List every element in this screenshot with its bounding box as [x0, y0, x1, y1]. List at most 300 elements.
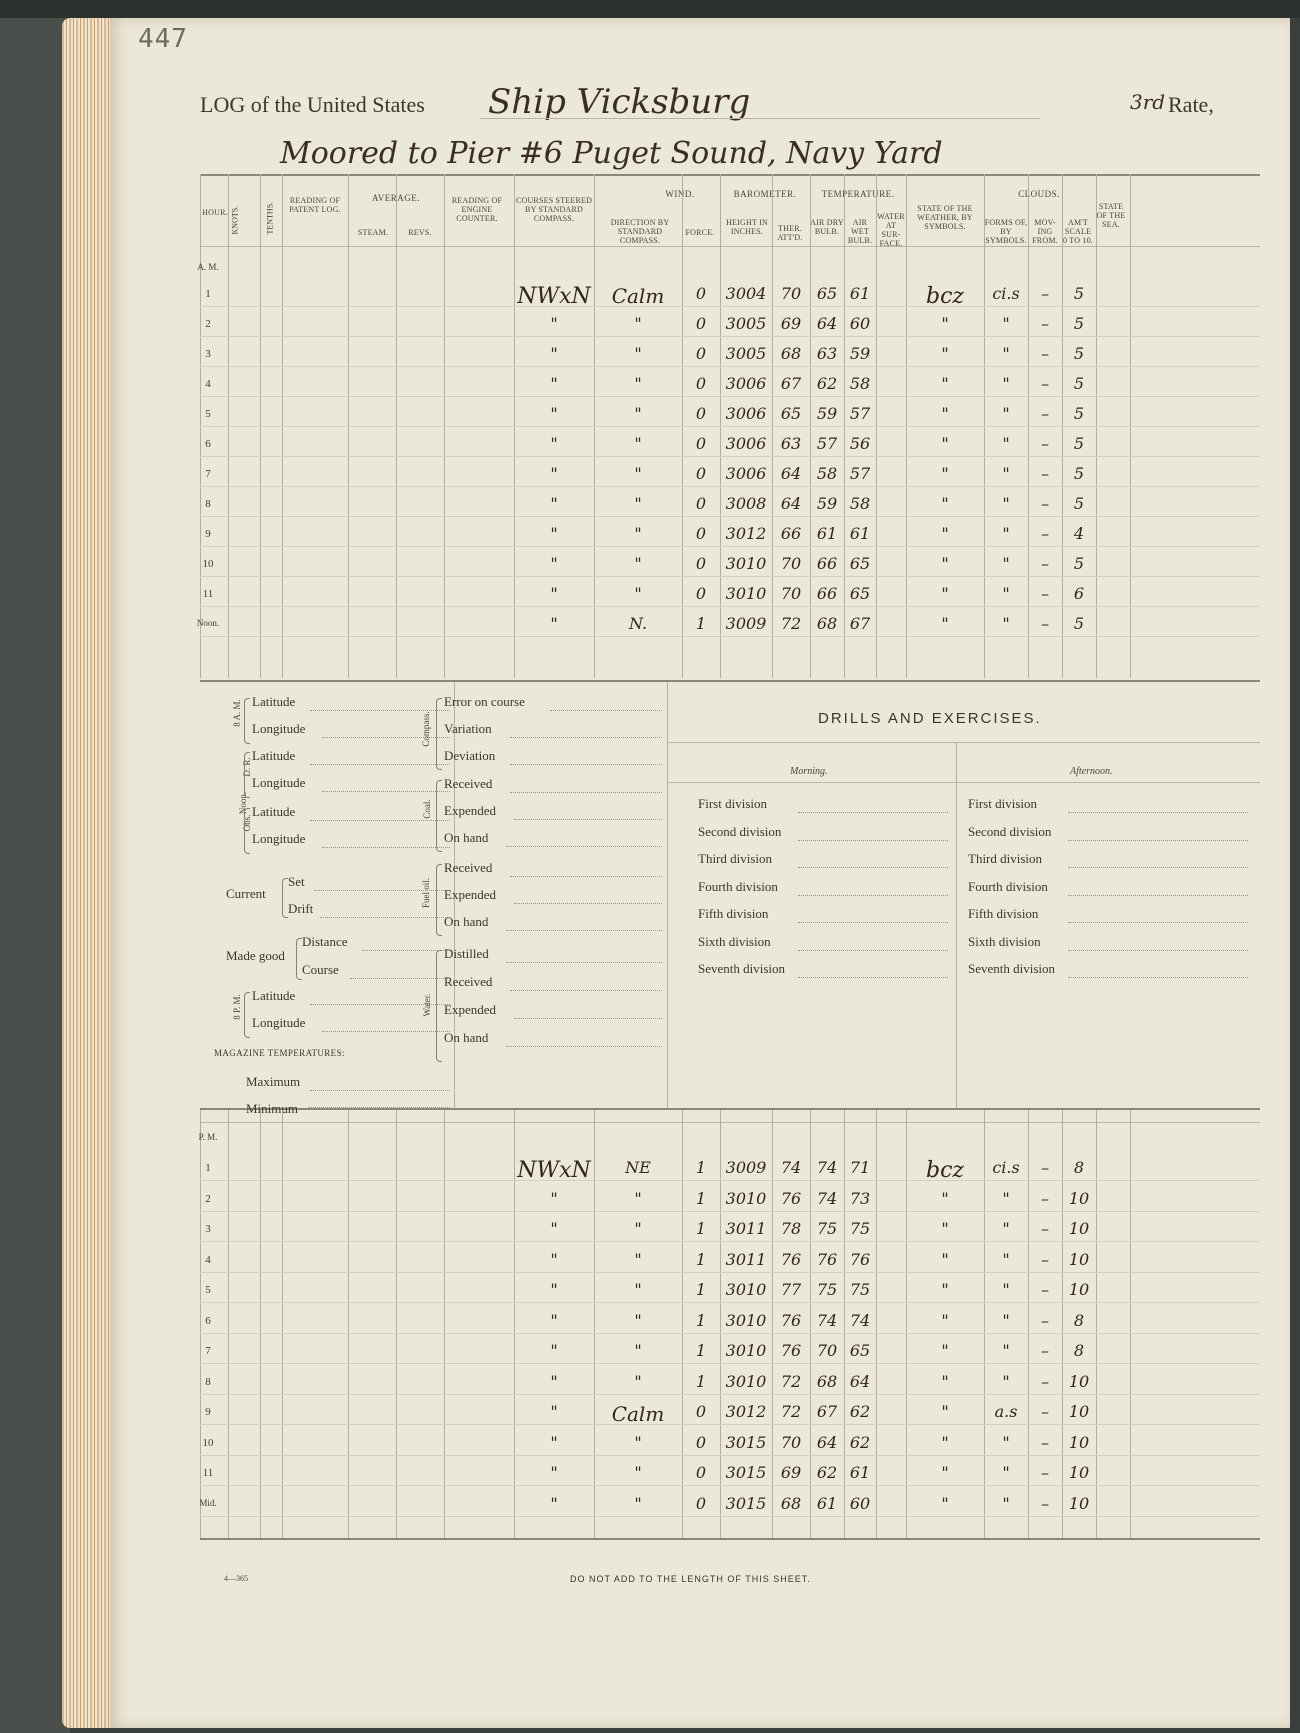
col-cloud-amount: AM'T SCALE 0 TO 10.: [1063, 218, 1093, 245]
am-dir-cell: ": [634, 584, 642, 603]
afternoon-division-line: [1068, 867, 1248, 868]
row-rule: [200, 546, 1260, 547]
am-course-cell: ": [550, 554, 558, 573]
pm-ther-cell: 76: [780, 1249, 802, 1269]
afternoon-division-label: First division: [968, 796, 1037, 811]
pm-hour-label: 11: [202, 1467, 214, 1479]
pm-wet-cell: 64: [849, 1371, 871, 1391]
pm-dir-cell: ": [634, 1493, 642, 1513]
pm-hour-label: 8: [205, 1375, 211, 1388]
am-weather-cell: ": [941, 344, 949, 363]
pm-height-cell: 3010: [725, 1371, 767, 1391]
am8-latitude-label: Latitude: [252, 694, 296, 709]
dr-brace: [244, 752, 250, 798]
am-amount-cell: 5: [1073, 284, 1085, 303]
pm-moving-cell: –: [1041, 1310, 1049, 1330]
col-steam: STEAM.: [357, 228, 389, 237]
made-good-label: Made good: [226, 948, 285, 963]
am-ther-cell: 65: [780, 404, 802, 423]
pm-force-cell: 1: [695, 1188, 707, 1208]
pm-course-cell: ": [550, 1249, 558, 1269]
col-engine-counter: READING OF ENGINE COUNTER.: [451, 196, 503, 223]
pm-amount-cell: 10: [1068, 1493, 1090, 1513]
afternoon-division-label: Sixth division: [968, 933, 1041, 949]
pm-wet-cell: 61: [849, 1463, 871, 1482]
afternoon-division-line: [1068, 895, 1248, 896]
pm-force-cell: 1: [695, 1371, 707, 1391]
error-line: [550, 710, 662, 711]
dr-longitude-label: Longitude: [252, 775, 306, 790]
pm-course-cell: ": [550, 1402, 558, 1421]
am-dir-cell: Calm: [611, 284, 665, 308]
water-expended-line: [514, 1018, 662, 1019]
pm-height-cell: 3012: [725, 1402, 767, 1421]
coal-expended-line: [514, 819, 662, 820]
am-forms-cell: ": [1002, 404, 1010, 423]
pm-amount-cell: 10: [1068, 1219, 1090, 1238]
rate-value: 3rd: [1130, 90, 1166, 114]
pm-force-cell: 0: [695, 1402, 707, 1421]
afternoon-division-label: Second division: [968, 823, 1052, 839]
col-air-wet: AIR WET BULB.: [847, 218, 873, 245]
pm-wet-cell: 71: [849, 1158, 871, 1177]
am-forms-cell: ": [1002, 314, 1010, 333]
pm-dir-cell: ": [634, 1188, 642, 1208]
header-bottom-rule: [200, 246, 1260, 247]
am-amount-cell: 5: [1073, 614, 1085, 633]
am-dir-cell: ": [634, 494, 642, 513]
row-rule: [200, 1394, 1260, 1395]
am-forms-cell: ": [1002, 584, 1010, 603]
drills-morning-label: Morning.: [790, 766, 828, 777]
am-wet-cell: 65: [849, 554, 871, 573]
pm-amount-cell: 10: [1068, 1280, 1090, 1299]
coal-received-line: [510, 792, 662, 793]
am-dry-cell: 59: [816, 494, 838, 513]
magazine-label: MAGAZINE TEMPERATURES:: [214, 1048, 345, 1058]
noon-label: Noon.: [238, 791, 248, 815]
am-ther-cell: 64: [780, 494, 802, 513]
pm-bottom-rule: [200, 1538, 1260, 1540]
pm-wet-cell: 75: [849, 1219, 871, 1238]
dr-label: D. R.: [242, 757, 252, 777]
am-weather-cell: ": [941, 524, 949, 543]
pm-dir-cell: ": [634, 1432, 642, 1452]
pm-moving-cell: –: [1041, 1341, 1049, 1360]
pm8-brace: [244, 992, 250, 1038]
rate-label: Rate,: [1168, 92, 1214, 117]
am-force-cell: 0: [695, 314, 707, 333]
pm-force-cell: 1: [695, 1310, 707, 1330]
am-moving-cell: –: [1041, 374, 1049, 393]
water-on-hand-line: [506, 1046, 662, 1047]
am-forms-cell: ": [1002, 464, 1010, 483]
pm-course-cell: ": [550, 1188, 558, 1208]
water-label: Water.: [422, 993, 432, 1017]
pm-forms-cell: ": [1002, 1249, 1010, 1269]
am-course-cell: ": [550, 464, 558, 483]
pm-hour-label: 3: [205, 1223, 211, 1235]
scan-background: [0, 0, 70, 1733]
pm-ther-cell: 72: [780, 1371, 802, 1391]
pm-height-cell: 3010: [725, 1188, 767, 1208]
variation-line: [510, 737, 662, 738]
pm-forms-cell: ": [1002, 1310, 1010, 1330]
pm-forms-cell: a.s: [994, 1402, 1018, 1421]
pm-moving-cell: –: [1041, 1158, 1049, 1177]
am-wet-cell: 67: [849, 614, 871, 633]
am-amount-cell: 6: [1073, 584, 1085, 603]
grid-column-line: [876, 1110, 877, 1538]
pm-weather-cell: ": [941, 1493, 949, 1513]
am-height-cell: 3009: [725, 614, 767, 633]
am-moving-cell: –: [1041, 434, 1049, 453]
compass-label: Compass.: [421, 711, 431, 747]
am-hour-label: 6: [205, 438, 211, 450]
coal-on-hand-label: On hand: [444, 830, 489, 845]
col-knots: KNOTS.: [230, 205, 240, 235]
am-weather-cell: ": [941, 554, 949, 573]
maximum-line: [310, 1090, 450, 1091]
am-hour-label: 3: [205, 348, 211, 360]
col-temperature: TEMPERATURE.: [821, 189, 895, 199]
row-rule: [200, 366, 1260, 367]
log-page: [110, 18, 1290, 1728]
am-dir-cell: ": [634, 374, 642, 393]
am-weather-cell: ": [941, 314, 949, 333]
am-dir-cell: N.: [628, 614, 648, 633]
am-dry-cell: 62: [816, 374, 838, 393]
am-height-cell: 3006: [725, 374, 767, 393]
am-label: A. M.: [197, 262, 219, 272]
morning-division-line: [798, 867, 948, 868]
row-rule: [200, 1455, 1260, 1456]
pm-wet-cell: 65: [849, 1341, 871, 1360]
water-received-label: Received: [444, 974, 493, 989]
pm-amount-cell: 8: [1073, 1310, 1085, 1330]
am-height-cell: 3005: [725, 314, 767, 333]
row-rule: [200, 576, 1260, 577]
row-rule: [200, 1516, 1260, 1517]
pm-height-cell: 3011: [725, 1249, 767, 1269]
morning-division-line: [798, 840, 948, 841]
am-height-cell: 3006: [725, 464, 767, 483]
pm-hour-label: 1: [205, 1162, 211, 1174]
pm-height-cell: 3011: [725, 1219, 767, 1238]
pm-amount-cell: 10: [1068, 1249, 1090, 1269]
pm-moving-cell: –: [1041, 1463, 1049, 1482]
fuel-received-label: Received: [444, 860, 493, 875]
am-force-cell: 0: [695, 434, 707, 453]
am-weather-cell: ": [941, 584, 949, 603]
pm-forms-cell: ": [1002, 1219, 1010, 1238]
pm-weather-cell: ": [941, 1371, 949, 1391]
grid-column-line: [1130, 1110, 1131, 1538]
am-course-cell: NWxN: [517, 284, 591, 309]
pm-weather-cell: bcz: [926, 1158, 964, 1183]
am-forms-cell: ": [1002, 554, 1010, 573]
am-dir-cell: ": [634, 434, 642, 453]
variation-label: Variation: [444, 721, 492, 736]
pm-forms-cell: ": [1002, 1493, 1010, 1513]
am-moving-cell: –: [1041, 554, 1049, 573]
am-force-cell: 0: [695, 344, 707, 363]
pm-top-rule: [200, 1122, 1260, 1123]
log-title: LOG of the United States: [200, 92, 425, 117]
drills-title-rule: [669, 742, 1260, 743]
am-weather-cell: bcz: [926, 284, 964, 309]
morning-division-label: Fourth division: [698, 878, 778, 894]
row-rule: [200, 306, 1260, 307]
am-amount-cell: 5: [1073, 434, 1085, 453]
am-course-cell: ": [550, 344, 558, 363]
morning-division-line: [798, 812, 948, 813]
pm-moving-cell: –: [1041, 1249, 1049, 1269]
row-rule: [200, 1302, 1260, 1303]
pm-wet-cell: 74: [849, 1310, 871, 1330]
morning-division-label: Fifth division: [698, 906, 769, 921]
vessel-name: Ship Vicksburg: [488, 82, 751, 122]
pm-forms-cell: ": [1002, 1432, 1010, 1452]
am-dry-cell: 63: [816, 344, 838, 363]
pm-dir-cell: ": [634, 1463, 642, 1482]
pm-ther-cell: 74: [780, 1158, 802, 1177]
pm-ther-cell: 78: [780, 1219, 802, 1238]
col-tenths: TENTHS.: [265, 201, 275, 235]
am-hour-label: Noon.: [196, 618, 220, 628]
am-course-cell: ": [550, 584, 558, 603]
pm-hour-label: 2: [205, 1192, 211, 1205]
fuel-on-hand-line: [506, 930, 662, 931]
pm-forms-cell: ": [1002, 1341, 1010, 1360]
am-forms-cell: ci.s: [992, 284, 1020, 303]
col-wind-direction: DIRECTION BY STANDARD COMPASS.: [610, 218, 670, 245]
am-hour-label: 2: [205, 318, 211, 330]
row-rule: [200, 1485, 1260, 1486]
am-wet-cell: 57: [849, 404, 871, 423]
pm-course-cell: NWxN: [517, 1158, 591, 1183]
obs-longitude-line: [322, 847, 450, 848]
pm-dir-cell: NE: [625, 1158, 651, 1177]
pm8-label: 8 P. M.: [232, 994, 242, 1020]
pm-forms-cell: ": [1002, 1463, 1010, 1482]
am-hour-label: 4: [205, 378, 211, 390]
am-weather-cell: ": [941, 464, 949, 483]
row-rule: [200, 1333, 1260, 1334]
am-dir-cell: ": [634, 524, 642, 543]
afternoon-division-label: Fourth division: [968, 878, 1048, 894]
pm-course-cell: ": [550, 1463, 558, 1482]
fuel-oil-label: Fuel oil.: [421, 878, 431, 909]
row-rule: [200, 426, 1260, 427]
am-amount-cell: 5: [1073, 344, 1085, 363]
pm-wet-cell: 62: [849, 1402, 871, 1421]
am-forms-cell: ": [1002, 524, 1010, 543]
am-force-cell: 0: [695, 494, 707, 513]
pm-dir-cell: ": [634, 1249, 642, 1269]
am-wet-cell: 65: [849, 584, 871, 603]
am-force-cell: 0: [695, 584, 707, 603]
morning-division-label: Sixth division: [698, 933, 771, 949]
coal-on-hand-line: [506, 846, 662, 847]
am-moving-cell: –: [1041, 464, 1049, 483]
afternoon-division-line: [1068, 950, 1248, 951]
pm-weather-cell: ": [941, 1402, 949, 1421]
pm-dry-cell: 70: [816, 1341, 838, 1360]
pm-weather-cell: ": [941, 1432, 949, 1452]
pm-force-cell: 0: [695, 1493, 707, 1513]
pm-moving-cell: –: [1041, 1188, 1049, 1208]
am-ther-cell: 63: [780, 434, 802, 453]
fuel-oil-brace: [436, 864, 442, 936]
am-height-cell: 3010: [725, 584, 767, 603]
pm-hour-label: 6: [205, 1314, 211, 1327]
pm-force-cell: 1: [695, 1158, 707, 1177]
col-courses: COURSES STEERED BY STANDARD COMPASS.: [515, 196, 593, 223]
am-course-cell: ": [550, 614, 558, 633]
am-dry-cell: 58: [816, 464, 838, 483]
morning-division-line: [798, 922, 948, 923]
am-moving-cell: –: [1041, 314, 1049, 333]
am-ther-cell: 70: [780, 584, 802, 603]
pm-dir-cell: ": [634, 1219, 642, 1238]
am-course-cell: ": [550, 524, 558, 543]
am-force-cell: 0: [695, 284, 707, 303]
am-weather-cell: ": [941, 374, 949, 393]
pm-amount-cell: 10: [1068, 1402, 1090, 1421]
am-ther-cell: 68: [780, 344, 802, 363]
distance-label: Distance: [302, 934, 348, 949]
am-moving-cell: –: [1041, 284, 1049, 303]
am-hour-label: 9: [205, 528, 211, 540]
pm-forms-cell: ": [1002, 1188, 1010, 1208]
am-hour-label: 5: [205, 408, 211, 420]
am-wet-cell: 61: [849, 524, 871, 543]
pm-dry-cell: 67: [816, 1402, 838, 1421]
pm-dry-cell: 64: [816, 1432, 838, 1452]
am-force-cell: 0: [695, 524, 707, 543]
location-note: Moored to Pier #6 Puget Sound, Navy Yard: [280, 136, 943, 171]
am-amount-cell: 5: [1073, 374, 1085, 393]
current-label: Current: [226, 886, 266, 901]
am-amount-cell: 4: [1073, 524, 1085, 543]
page-number: 447: [138, 24, 188, 54]
grid-column-line: [1096, 1110, 1097, 1538]
afternoon-division-line: [1068, 840, 1248, 841]
pm-dir-cell: ": [634, 1341, 642, 1360]
pm-weather-cell: ": [941, 1310, 949, 1330]
distilled-line: [506, 962, 662, 963]
am-moving-cell: –: [1041, 404, 1049, 423]
am-dry-cell: 57: [816, 434, 838, 453]
grid-column-line: [228, 1110, 229, 1538]
col-barometer: BAROMETER.: [733, 189, 797, 199]
grid-column-line: [282, 1110, 283, 1538]
row-rule: [200, 636, 1260, 637]
am-amount-cell: 5: [1073, 404, 1085, 423]
scan-background-top: [0, 0, 1300, 18]
am-moving-cell: –: [1041, 584, 1049, 603]
am-dry-cell: 65: [816, 284, 838, 303]
course-line: [350, 978, 450, 979]
pm-dry-cell: 74: [816, 1310, 838, 1330]
middle-top-rule: [200, 680, 1260, 682]
pm-dry-cell: 68: [816, 1371, 838, 1391]
am-ther-cell: 70: [780, 554, 802, 573]
water-received-line: [510, 990, 662, 991]
morning-division-label: Third division: [698, 851, 773, 866]
deviation-line: [510, 764, 662, 765]
am-amount-cell: 5: [1073, 554, 1085, 573]
col-clouds: CLOUDS.: [1018, 189, 1060, 199]
row-rule: [200, 1211, 1260, 1212]
pm-hour-label: 10: [202, 1436, 214, 1449]
am-height-cell: 3004: [725, 284, 767, 303]
am-dry-cell: 64: [816, 314, 838, 333]
pm-wet-cell: 75: [849, 1280, 871, 1299]
am-force-cell: 1: [695, 614, 707, 633]
am-dry-cell: 59: [816, 404, 838, 423]
am-height-cell: 3010: [725, 554, 767, 573]
grid-column-line: [396, 1110, 397, 1538]
morning-division-line: [798, 977, 948, 978]
current-drift-label: Drift: [288, 901, 314, 916]
am-wet-cell: 58: [849, 494, 871, 513]
pm-force-cell: 0: [695, 1463, 707, 1482]
pm-dir-cell: ": [634, 1310, 642, 1330]
distilled-label: Distilled: [444, 946, 489, 961]
pm-amount-cell: 10: [1068, 1463, 1090, 1482]
pm-moving-cell: –: [1041, 1493, 1049, 1513]
pm-moving-cell: –: [1041, 1402, 1049, 1421]
pm-ther-cell: 68: [780, 1493, 802, 1513]
pm-ther-cell: 72: [780, 1402, 802, 1421]
footer-notice: DO NOT ADD TO THE LENGTH OF THIS SHEET.: [570, 1574, 811, 1584]
morning-division-label: Seventh division: [698, 961, 786, 976]
course-label: Course: [302, 962, 339, 977]
morning-division-line: [798, 950, 948, 951]
pm-ther-cell: 76: [780, 1188, 802, 1208]
pm-course-cell: ": [550, 1219, 558, 1238]
coal-label: Coal.: [422, 799, 432, 819]
pm-dry-cell: 75: [816, 1219, 838, 1238]
pm-weather-cell: ": [941, 1463, 949, 1482]
form-number: 4—365: [224, 1574, 248, 1583]
am-height-cell: 3006: [725, 404, 767, 423]
am-weather-cell: ": [941, 494, 949, 513]
pm-amount-cell: 10: [1068, 1432, 1090, 1452]
afternoon-division-label: Third division: [968, 851, 1043, 866]
pm-ther-cell: 69: [780, 1463, 802, 1482]
am-moving-cell: –: [1041, 524, 1049, 543]
am-height-cell: 3012: [725, 524, 767, 543]
col-patent-log: READING OF PATENT LOG.: [289, 196, 341, 214]
pm-height-cell: 3015: [725, 1493, 767, 1513]
am-dir-cell: ": [634, 464, 642, 483]
error-on-course-label: Error on course: [444, 694, 525, 709]
pm-weather-cell: ": [941, 1188, 949, 1208]
pm8-longitude-label: Longitude: [252, 1015, 306, 1030]
pm-height-cell: 3009: [725, 1158, 767, 1177]
am-course-cell: ": [550, 374, 558, 393]
pm-moving-cell: –: [1041, 1280, 1049, 1299]
am-wet-cell: 60: [849, 314, 871, 333]
row-rule: [200, 606, 1260, 607]
pm-forms-cell: ": [1002, 1280, 1010, 1299]
am-dir-cell: ": [634, 404, 642, 423]
am-amount-cell: 5: [1073, 464, 1085, 483]
pm-moving-cell: –: [1041, 1432, 1049, 1452]
